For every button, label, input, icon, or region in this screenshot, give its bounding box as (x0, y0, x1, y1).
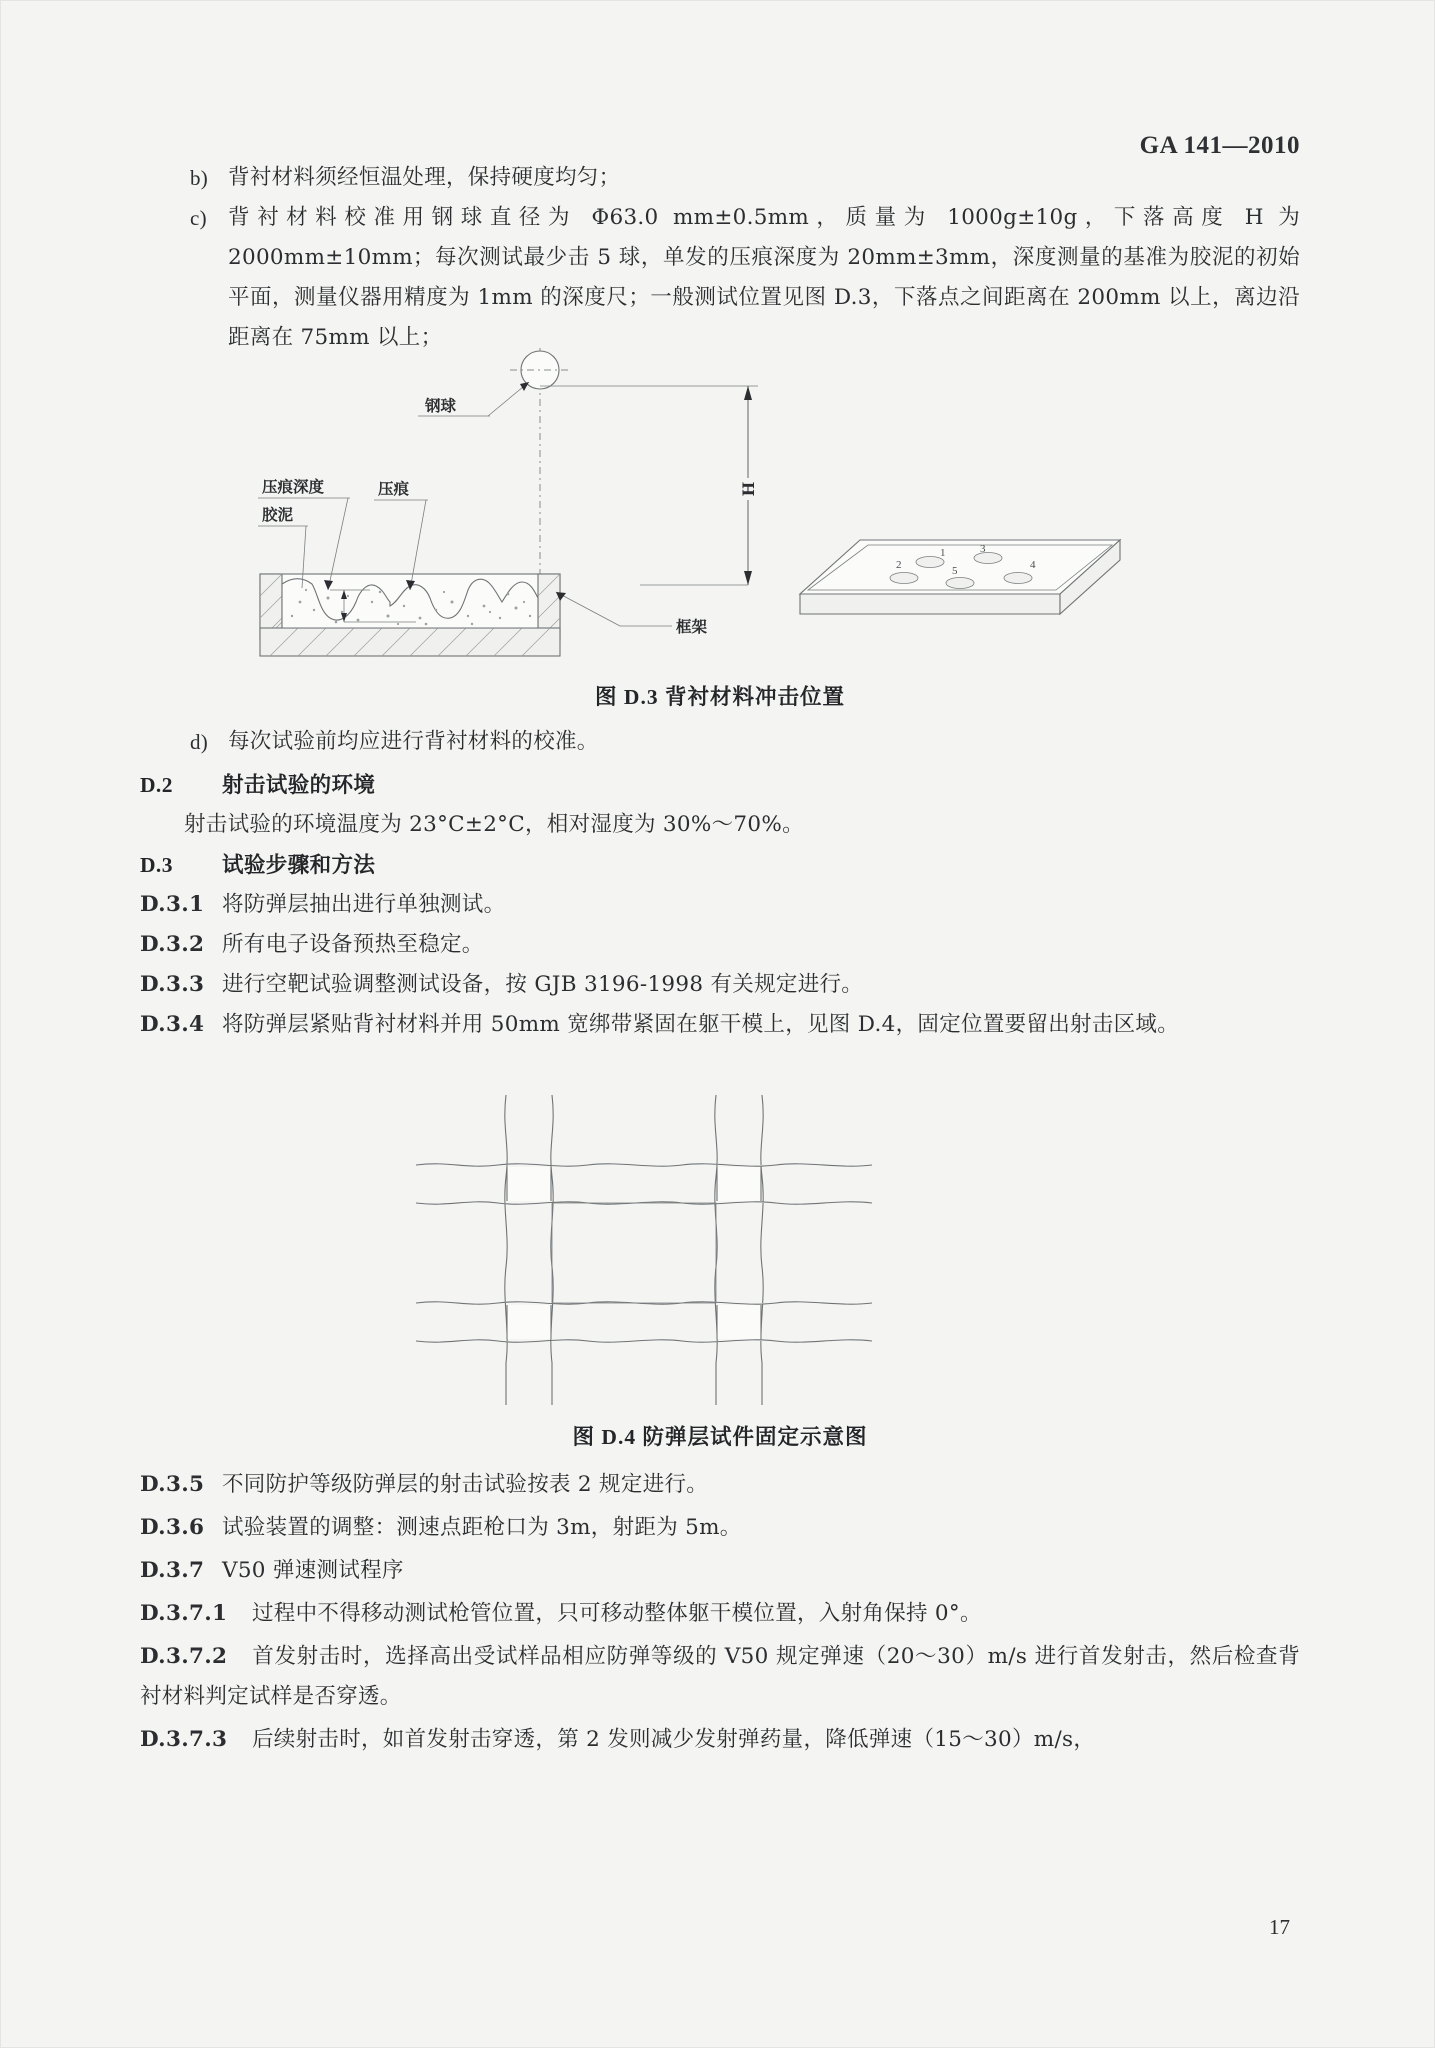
figure-d3 (240, 340, 1240, 670)
clause-text: 过程中不得移动测试枪管位置，只可移动整体躯干模位置，入射角保持 0°。 (252, 1601, 982, 1626)
clause-text: 试验装置的调整：测速点距枪口为 3m，射距为 5m。 (222, 1515, 742, 1540)
plate-mark: 4 (1030, 559, 1036, 571)
list-marker-b: b) (190, 166, 209, 190)
clause-d3-4 (140, 1005, 1300, 1045)
clause-number: D.3.2 (140, 932, 205, 957)
figure-d3-label-clay: 胶泥 (262, 505, 294, 524)
strap-overlap-segments (507, 1167, 761, 1339)
clause-number: D.3.7 (140, 1558, 205, 1583)
clause-text: 所有电子设备预热至稳定。 (222, 932, 484, 957)
clause-text: 后续射击时，如首发射击穿透，第 2 发则减少发射弹药量，降低弹速（15～30）m/s， (252, 1727, 1096, 1752)
figure-d3-label-indentation-depth: 压痕深度 (262, 477, 325, 496)
clause-number: D.3.5 (140, 1472, 205, 1497)
clause-text: 不同防护等级防弹层的射击试验按表 2 规定进行。 (222, 1472, 709, 1497)
clause-number: D.3.3 (140, 972, 205, 997)
plate-mark: 3 (980, 543, 986, 555)
clause-text: 首发射击时，选择高出受试样品相应防弹等级的 V50 规定弹速（20～30）m/s 进行首发射击，然后检查背衬材料判定试样是否穿透。 (140, 1644, 1300, 1709)
clause-text: 进行空靶试验调整测试设备，按 GJB 3196-1998 有关规定进行。 (222, 972, 864, 997)
clause-number: D.3.7.1 (140, 1601, 228, 1626)
figure-d3-label-frame: 框架 (676, 617, 708, 636)
plate-mark: 2 (896, 559, 902, 571)
list-item (182, 198, 1300, 358)
clause-d3-7-1 (140, 1594, 1300, 1634)
list-item (182, 722, 1300, 762)
figure-d4 (410, 1085, 880, 1415)
page-number: 17 (1269, 1915, 1290, 1939)
clause-number: D.3.7.2 (140, 1644, 228, 1669)
figure-d4-caption: 图 D.4 防弹层试件固定示意图 (572, 1425, 868, 1449)
clause-number: D.3.6 (140, 1515, 205, 1540)
list-item (182, 158, 1300, 198)
figure-d3-label-height: H (739, 481, 758, 497)
section-heading-d3 (140, 845, 1300, 885)
impact-position-plate-3d (800, 540, 1120, 614)
section-title-d2: 射击试验的环境 (222, 773, 376, 797)
section-heading-d2 (140, 765, 1300, 805)
list-marker-c: c) (190, 206, 207, 230)
clause-d3-7-3 (140, 1720, 1300, 1760)
clause-d3-7-2 (140, 1637, 1300, 1717)
clause-number: D.3.4 (140, 1012, 205, 1037)
section-number-d3: D.3 (140, 853, 173, 877)
clause-text: 将防弹层抽出进行单独测试。 (222, 892, 506, 917)
clause-d3-6 (140, 1508, 1300, 1548)
running-header-standard-number: GA 141—2010 (1139, 132, 1300, 159)
clause-text: V50 弹速测试程序 (222, 1558, 404, 1583)
clause-d3-1 (140, 885, 1300, 925)
page-content-area (140, 110, 1300, 1940)
clause-number: D.3.1 (140, 892, 205, 917)
list-text-d: 每次试验前均应进行背衬材料的校准。 (228, 729, 599, 754)
height-dimension-h (736, 386, 760, 585)
figure-d3-caption: 图 D.3 背衬材料冲击位置 (595, 685, 845, 709)
list-text-c: 背衬材料校准用钢球直径为 Φ63.0 mm±0.5mm，质量为 1000g±10g，下落高度 H 为 2000mm±10mm；每次测试最少击 5 球，单发的压痕深度为 20mm±3mm，深度测量的基准为胶泥的初始平面，测量仪器用精度为 1mm 的深度尺；一般测试位置见图 D.3，下落点之间距离在 200mm 以上，离边沿距离在 75mm 以上； (228, 205, 1300, 350)
horizontal-straps (416, 1164, 872, 1342)
clause-d3-7 (140, 1551, 1300, 1591)
clause-d3-3 (140, 965, 1300, 1005)
section-body-d2: 射击试验的环境温度为 23°C±2°C，相对湿度为 30%～70%。 (184, 812, 804, 837)
figure-d3-label-indentation: 压痕 (378, 479, 410, 498)
figure-d3-label-ball: 钢球 (425, 396, 457, 415)
plate-mark: 5 (952, 565, 958, 577)
list-marker-d: d) (190, 730, 209, 754)
vertical-straps (505, 1095, 763, 1405)
section-number-d2: D.2 (140, 773, 173, 797)
list-text-b: 背衬材料须经恒温处理，保持硬度均匀； (228, 165, 621, 190)
steel-ball-symbol (510, 351, 570, 389)
clause-text: 将防弹层紧贴背衬材料并用 50mm 宽绑带紧固在躯干模上，见图 D.4，固定位置要留出射击区域。 (222, 1012, 1180, 1037)
clause-d3-2 (140, 925, 1300, 965)
plate-mark: 1 (940, 547, 946, 559)
clause-number: D.3.7.3 (140, 1727, 228, 1752)
section-title-d3: 试验步骤和方法 (222, 853, 376, 877)
clause-d3-5 (140, 1465, 1300, 1505)
